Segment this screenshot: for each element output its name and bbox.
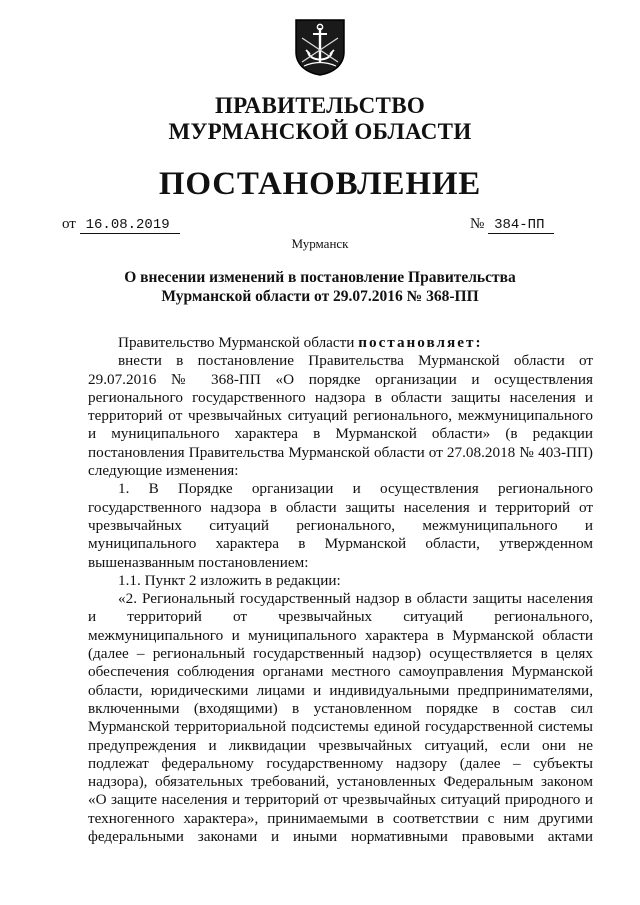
intro-paragraph xyxy=(88,334,593,352)
paragraph: 1. В Порядке организации и осуществления регионального государственного надзора в области защиты населения и территорий от чрезвычайных ситуаций регионального, межмуниципального и муниципального характера в Мурманской области, утвержденном вышеназванным постановлением: xyxy=(88,480,593,571)
subject-line-2: Мурманской области от 29.07.2016 № 368-ПП xyxy=(161,288,479,305)
document-number: 384-ПП xyxy=(488,217,554,234)
number-line xyxy=(470,215,554,234)
coat-of-arms-icon xyxy=(294,18,346,76)
number-prefix: № xyxy=(470,216,485,232)
document-date: 16.08.2019 xyxy=(80,217,180,234)
paragraph: «2. Региональный государственный надзор в области защиты населения и территорий от чрезвычайных ситуаций регионального, межмуниципального и муниципального характера в Мурманской области (далее – региональный государственный надзор) осуществляется в целях обеспечения соблюдения органами местного самоуправления Мурманской области, юридическими лицами и индивидуальными предпринимателями, включенными (входящими) в установленном порядке в состав сил Мурманской территориальной подсистемы единой государственной системы предупреждения и ликвидации чрезвычайных ситуаций, если они не подлежат федеральному государственному надзору (далее – субъекты надзора), обязательных требований, установленных Федеральным законом «О защите населения и территорий от чрезвычайных ситуаций природного и техногенного характера», принимаемыми в соответствии с ним другими федеральными законами и иными нормативными правовыми актами xyxy=(88,590,593,846)
document-body xyxy=(88,334,593,846)
paragraph: 1.1. Пункт 2 изложить в редакции: xyxy=(118,571,341,589)
government-region: МУРМАНСКОЙ ОБЛАСТИ xyxy=(168,119,472,144)
city: Мурманск xyxy=(291,236,349,251)
date-line xyxy=(62,215,180,234)
intro-subject: Правительство Мурманской области xyxy=(118,334,359,351)
date-prefix: от xyxy=(62,216,76,232)
subject-line-1: О внесении изменений в постановление Правительства xyxy=(124,269,516,286)
government-title: ПРАВИТЕЛЬСТВО xyxy=(214,93,426,118)
document-type-title: ПОСТАНОВЛЕНИЕ xyxy=(158,166,482,202)
intro-verb: постановляет: xyxy=(358,334,483,351)
paragraph: внести в постановление Правительства Мурманской области от 29.07.2016 № 368-ПП «О порядке организации и осуществления регионального государственного надзора в области защиты населения и территорий от чрезвычайных ситуаций регионального, межмуниципального и муниципального характера в Мурманской области» (в редакции постановления Правительства Мурманской области от 27.08.2018 № 403-ПП) следующие изменения: xyxy=(88,352,593,480)
